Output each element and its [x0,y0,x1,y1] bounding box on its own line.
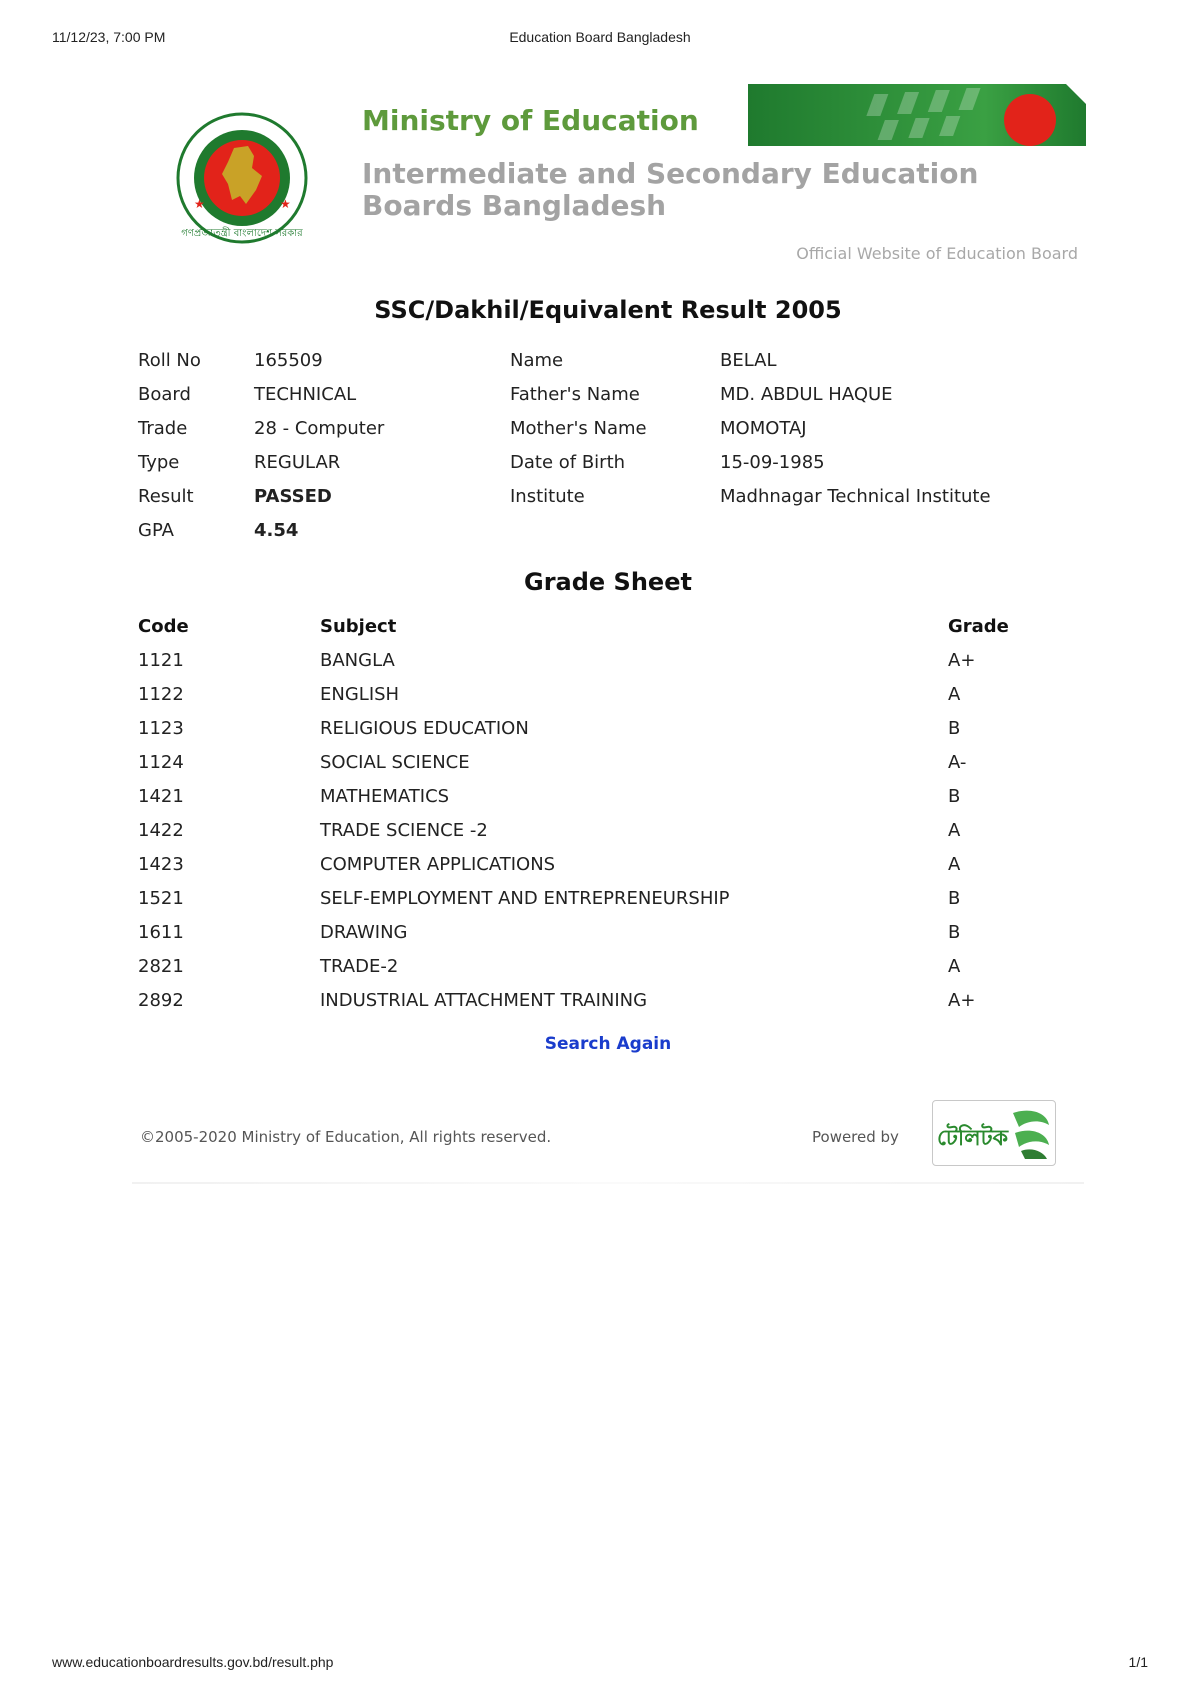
official-website-caption: Official Website of Education Board [796,244,1078,263]
info-value: BELAL [720,350,777,371]
subject-code: 1421 [138,786,184,807]
subject-grade: A [948,854,961,875]
print-url: www.educationboardresults.gov.bd/result.php [52,1654,334,1670]
subject-grade: A [948,820,961,841]
subject-code: 1124 [138,752,184,773]
info-label: Board [138,384,191,405]
info-label: Date of Birth [510,452,626,473]
print-header [52,29,1148,45]
info-label: Result [138,486,194,507]
column-header-subject: Subject [320,616,397,637]
subject-grade: B [948,922,961,943]
svg-text:★: ★ [280,197,291,211]
subject-code: 2892 [138,990,184,1011]
info-value: 28 - Computer [254,418,385,439]
subject-grade: A+ [948,990,976,1011]
print-footer [52,1654,1148,1670]
info-label: Institute [510,486,585,507]
ministry-title: Ministry of Education [362,104,699,137]
subject-name: COMPUTER APPLICATIONS [320,854,556,875]
subject-name: INDUSTRIAL ATTACHMENT TRAINING [320,990,648,1011]
info-value: 15-09-1985 [720,452,825,473]
info-label: Mother's Name [510,418,647,439]
subject-code: 1123 [138,718,184,739]
powered-by-text: Powered by [812,1128,899,1146]
subject-code: 1423 [138,854,184,875]
subject-grade: A+ [948,650,976,671]
government-seal-icon [176,112,308,244]
subject-grade: A- [948,752,967,773]
result-title: SSC/Dakhil/Equivalent Result 2005 [374,296,842,324]
seal-text: গণপ্রজাতন্ত্রী বাংলাদেশ সরকার [181,228,303,239]
search-again-link[interactable]: Search Again [544,1034,672,1054]
column-header-code: Code [138,616,189,637]
info-label: GPA [138,520,174,541]
svg-text:★: ★ [194,197,205,211]
subject-code: 1611 [138,922,184,943]
gpa-value: 4.54 [254,520,299,541]
footer-divider [132,1182,1084,1184]
subject-name: MATHEMATICS [320,786,450,807]
site-header [170,80,1090,270]
print-page-title: Education Board Bangladesh [509,29,691,45]
info-label: Trade [138,418,188,439]
subject-code: 1121 [138,650,184,671]
flag-banner-icon [748,84,1086,146]
result-status: PASSED [254,486,332,507]
info-value: MD. ABDUL HAQUE [720,384,893,405]
info-label: Name [510,350,564,371]
subject-grade: A [948,956,961,977]
subject-name: BANGLA [320,650,395,671]
info-value: MOMOTAJ [720,418,807,439]
subject-name: SELF-EMPLOYMENT AND ENTREPRENEURSHIP [320,888,730,909]
teletalk-logo-text: টেলিটক [937,1126,1008,1151]
teletalk-logo[interactable] [932,1100,1056,1166]
print-page-number: 1/1 [1128,1654,1148,1670]
info-value: TECHNICAL [254,384,357,405]
subject-code: 1122 [138,684,184,705]
subject-grade: A [948,684,961,705]
subject-code: 2821 [138,956,184,977]
subject-name: ENGLISH [320,684,400,705]
info-label: Type [138,452,180,473]
copyright-text: ©2005-2020 Ministry of Education, All rights reserved. [140,1128,552,1146]
subject-name: DRAWING [320,922,408,943]
column-header-grade: Grade [948,616,1009,637]
info-label: Roll No [138,350,201,371]
info-label: Father's Name [510,384,640,405]
site-footer [132,1100,1084,1184]
print-datetime: 11/12/23, 7:00 PM [52,29,166,45]
subject-name: SOCIAL SCIENCE [320,752,470,773]
subject-code: 1521 [138,888,184,909]
subject-grade: B [948,786,961,807]
subject-name: TRADE SCIENCE -2 [320,820,488,841]
info-value: Madhnagar Technical Institute [720,486,991,507]
subject-code: 1422 [138,820,184,841]
subject-grade: B [948,718,961,739]
subject-name: RELIGIOUS EDUCATION [320,718,529,739]
boards-title: Intermediate and Secondary Education Boards Bangladesh [362,157,979,222]
info-value: 165509 [254,350,323,371]
grade-sheet-title: Grade Sheet [524,568,692,596]
info-value: REGULAR [254,452,341,473]
subject-grade: B [948,888,961,909]
subject-name: TRADE-2 [320,956,399,977]
teletalk-leaf-icon [1011,1107,1051,1159]
